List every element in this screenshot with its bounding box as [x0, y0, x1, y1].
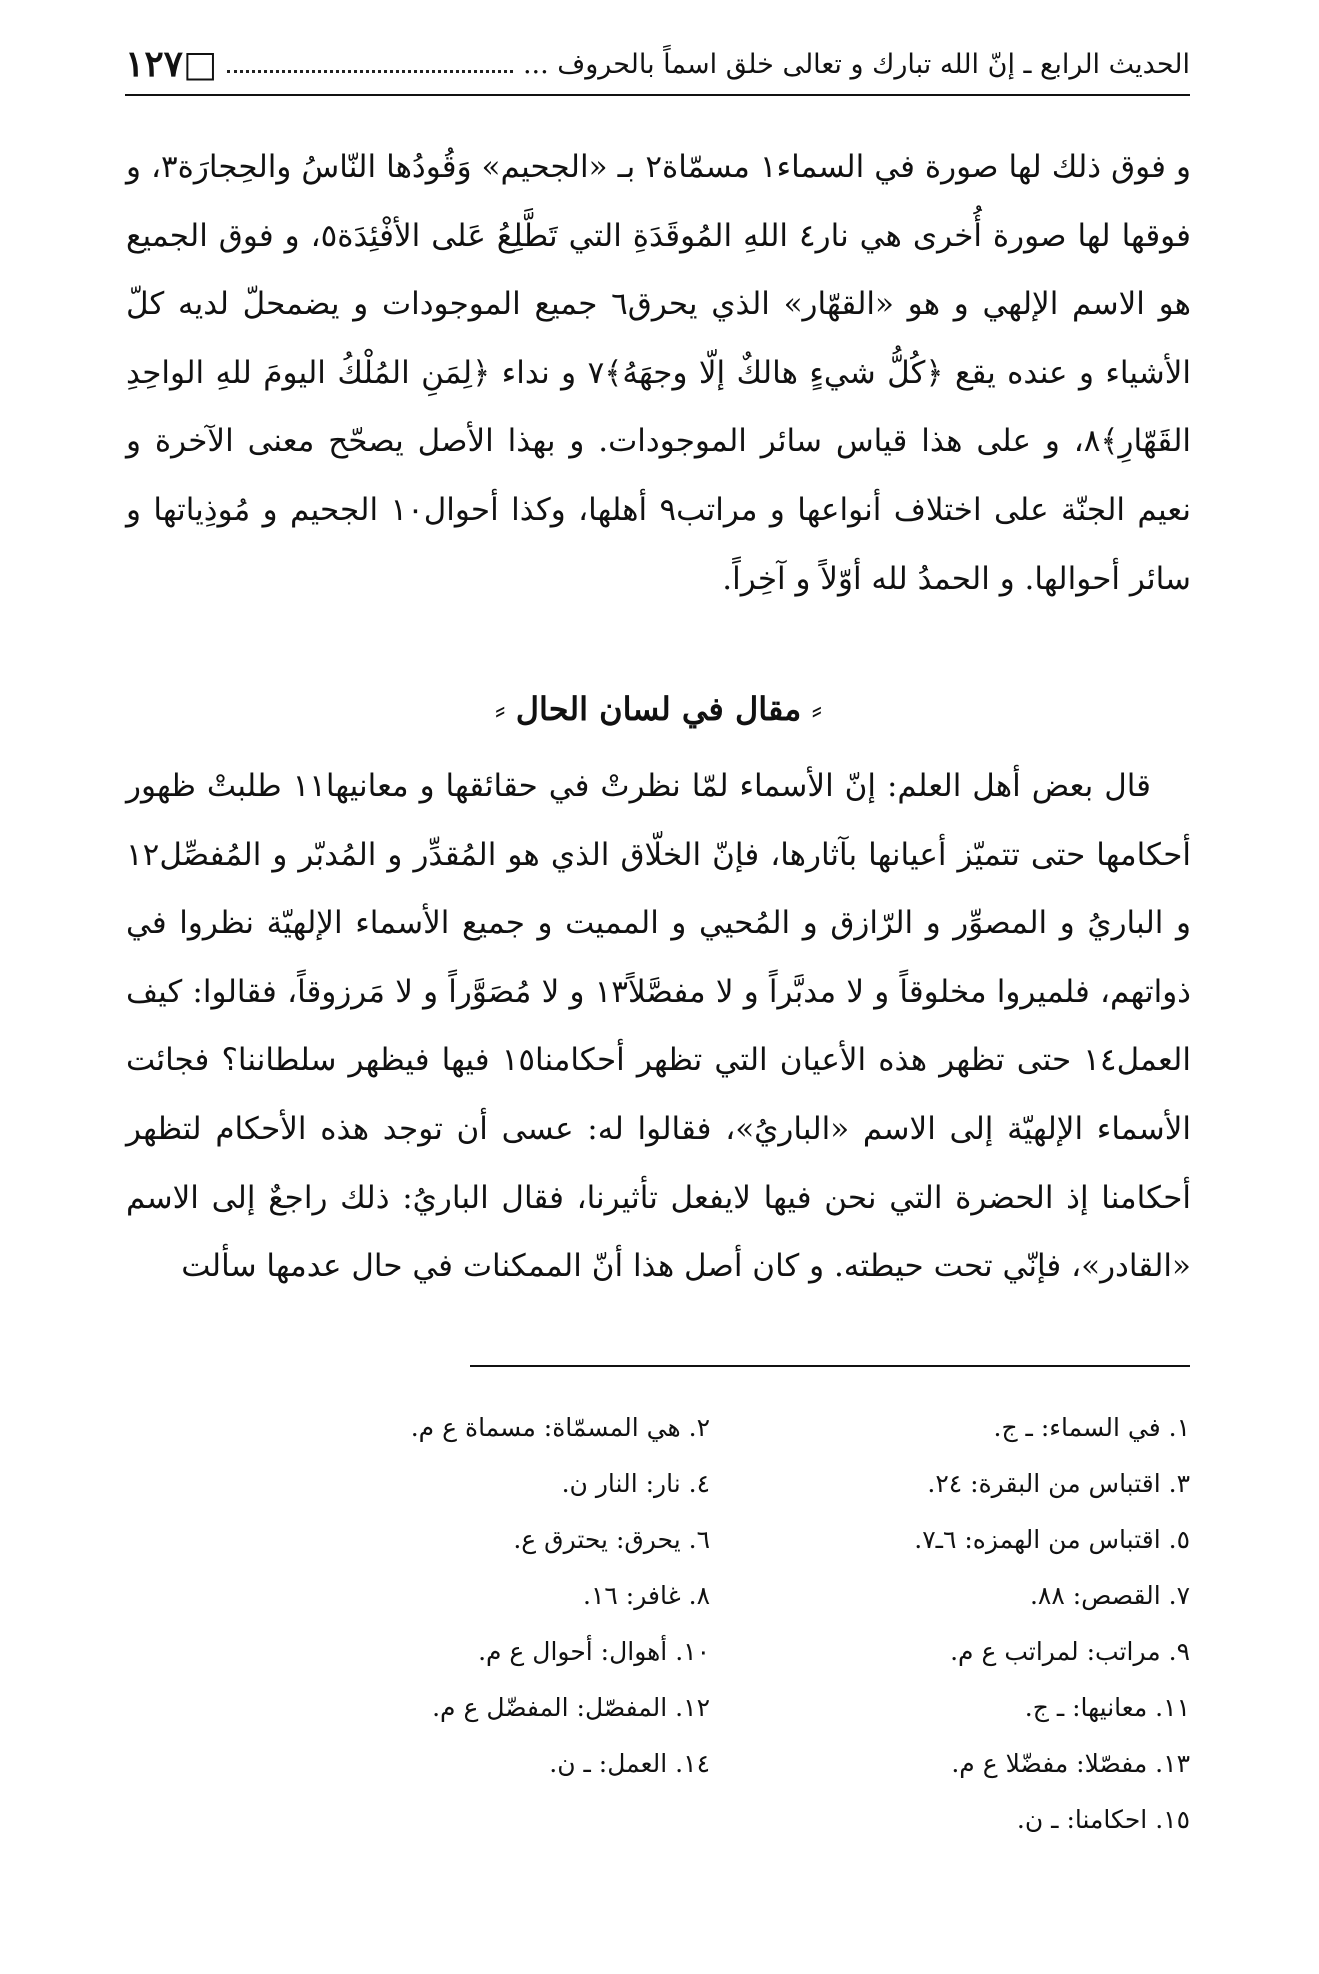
footnote-8: ٨. غافر: ١٦. [583, 1581, 710, 1610]
paragraph-2-container [126, 752, 1191, 1301]
footnote-11: ١١. معانيها: ـ ج. [1024, 1693, 1190, 1722]
footnote-5: ٥. اقتباس من الهمزه: ٦ـ٧. [914, 1525, 1190, 1554]
footnote-12: ١٢. المفصّل: المفضّل ع م. [432, 1693, 710, 1722]
heading-ornament-icon: ⸗ [494, 690, 516, 728]
box-ornament-icon: □ [183, 43, 218, 85]
footnote-1: ١. في السماء: ـ ج. [993, 1413, 1190, 1442]
footnote-7: ٧. القصص: ٨٨. [1029, 1581, 1190, 1610]
leader-dots [227, 56, 513, 73]
heading-ornament-icon: ⸗ [801, 690, 823, 728]
footnote-3: ٣. اقتباس من البقرة: ٢٤. [927, 1469, 1190, 1498]
footnote-4: ٤. نار: النار ن. [561, 1469, 710, 1498]
footnote-15: ١٥. احكامنا: ـ ن. [1016, 1805, 1190, 1834]
footnote-13: ١٣. مفصّلا: مفضّلا ع م. [951, 1749, 1190, 1778]
running-header [125, 36, 1190, 92]
footnote-9: ٩. مراتب: لمراتب ع م. [950, 1637, 1190, 1666]
footnote-rule [470, 1365, 1190, 1367]
footnote-2: ٢. هي المسمّاة: مسماة ع م. [410, 1413, 710, 1442]
page-number-group [125, 43, 217, 85]
footnote-6: ٦. يحرق: يحترق ع. [513, 1525, 710, 1554]
section-heading [126, 690, 1191, 728]
footnote-10: ١٠. أهوال: أحوال ع م. [478, 1637, 710, 1666]
paragraph-2: قال بعض أهل العلم: إنّ الأسماء لمّا نظرتْ في حقائقها و معانيها١١ طلبتْ ظهور أحكامها حتى تتميّز أعيانها بآثارها، فإنّ الخلّاق الذي هو المُقدِّر و المُدبّر و المُفصِّل١٢ و الباريُ و المصوِّر و الرّازق و المُحيي و المميت و جميع الأسماء الإلهيّة نظروا في ذواتهم، فلميروا مخلوقاً و لا مدبَّراً و لا مفصَّلاً١٣ و لا مُصَوَّراً و لا مَرزوقاً، فقالوا: كيف العمل١٤ حتى تظهر هذه الأعيان التي تظهر أحكامنا١٥ فيها فيظهر سلطاننا؟ فجائت الأسماء الإلهيّة إلى الاسم «الباريُ»، فقالوا له: عسى أن توجد هذه الأحكام لتظهر أحكامنا إذ الحضرة التي نحن فيها لايفعل تأثيرنا، فقال الباريُ: ذلك راجعٌ إلى الاسم «القادر»، فإنّي تحت حيطته. و كان أصل هذا أنّ الممكنات في حال عدمها سألت [126, 768, 1191, 1285]
header-rule [125, 94, 1190, 96]
page-number: ١٢٧ [125, 43, 184, 85]
paragraph-1: و فوق ذلك لها صورة في السماء١ مسمّاة٢ بـ «الجحيم» وَقُودُها النّاسُ والحِجارَة٣، و فوقها لها صورة أُخرى هي نار٤ اللهِ المُوقَدَةِ التي تَطَّلِعُ عَلى الأفْئِدَة٥، و فوق الجميع هو الاسم الإلهي و هو «القهّار» الذي يحرق٦ جميع الموجودات و يضمحلّ لديه كلّ الأشياء و عنده يقع ﴿كُلُّ شيءٍ هالكٌ إلّا وجهَهُ﴾٧ و نداء ﴿لِمَنِ المُلْكُ اليومَ للهِ الواحِدِ القَهّارِ﴾٨، و على هذا قياس سائر الموجودات. و بهذا الأصل يصحّح معنى الآخرة و نعيم الجنّة على اختلاف أنواعها و مراتب٩ أهلها، وكذا أحوال١٠ الجحيم و مُوذِياتها و سائر أحوالها. و الحمدُ لله أوّلاً و آخِراً. [126, 149, 1192, 597]
footnotes [360, 1400, 1190, 1848]
footnote-14: ١٤. العمل: ـ ن. [549, 1749, 710, 1778]
section-heading-text: مقال في لسان الحال [515, 690, 802, 728]
running-head-title: الحديث الرابع ـ إنّ الله تبارك و تعالى خلق اسماً بالحروف ... [522, 48, 1190, 80]
